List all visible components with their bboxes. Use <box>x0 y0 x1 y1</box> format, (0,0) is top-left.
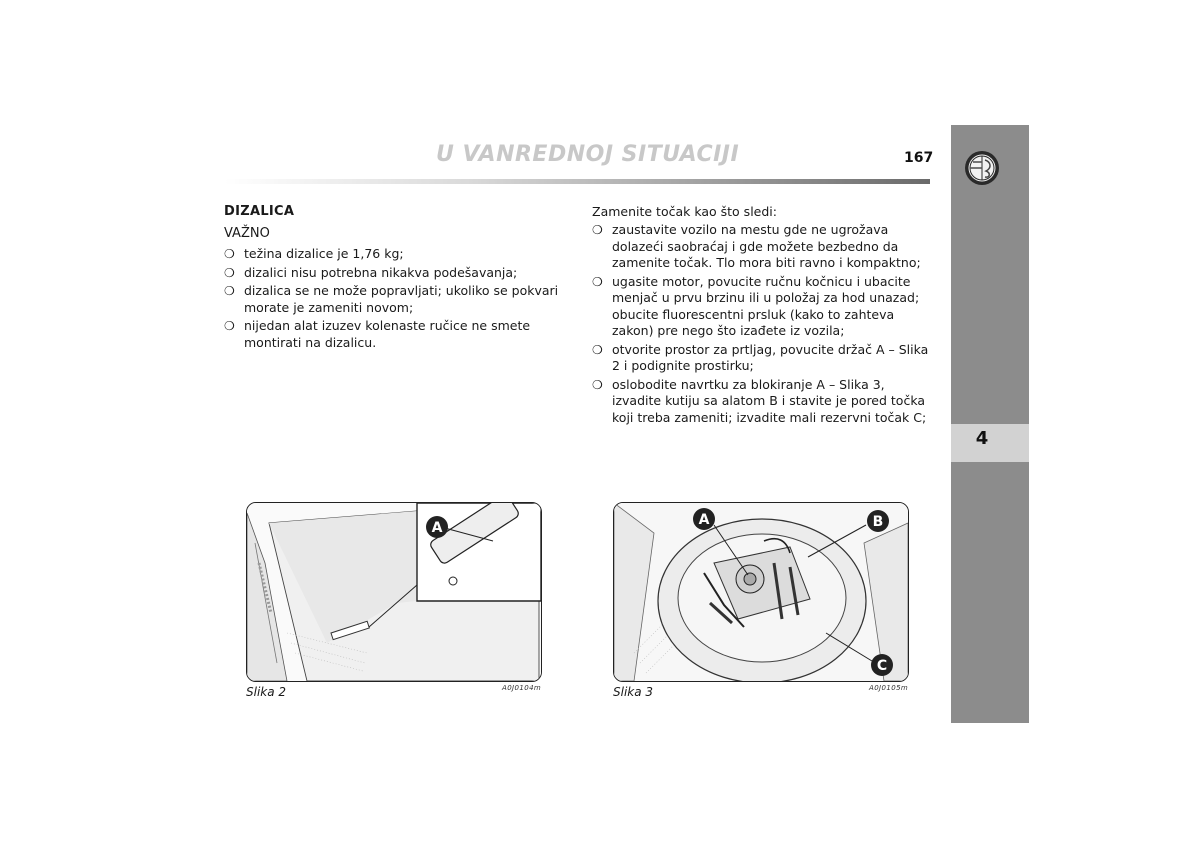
bullet-circle-icon: ❍ <box>224 319 235 333</box>
figure-3-label-c: C <box>876 658 888 674</box>
procedure-bullet-list <box>592 222 932 428</box>
list-item: ❍ dizalica se ne može popravljati; ukoliko se pokvari morate je zameniti novom; <box>224 283 559 315</box>
bullet-circle-icon: ❍ <box>592 377 603 392</box>
important-label: VAŽNO <box>224 226 270 241</box>
list-item: ❍ težina dizalice je 1,76 kg; <box>224 246 404 261</box>
section-title: U VANREDNOJ SITUACIJI <box>436 142 740 167</box>
header-divider <box>224 179 930 184</box>
list-item: ❍ nijedan alat izuzev kolenaste ručice ne smete montirati na dizalicu. <box>224 318 531 350</box>
list-item: ❍ ugasite motor, povucite ručnu kočnicu i ubacite menjač u prvu brzinu ili u položaj za hod unazad; obucite fluorescentni prsluk (kako to zahteva zakon) pre nego što izađete iz vozila; <box>592 273 920 338</box>
list-item: ❍ dizalici nisu potrebna nikakva podešavanja; <box>224 264 518 280</box>
figure-3-label-a: A <box>698 512 710 528</box>
alfa-romeo-logo-icon <box>964 150 1000 186</box>
figure-2-label-a: A <box>431 520 443 536</box>
trunk-mat-illustration <box>247 503 541 681</box>
list-item: ❍ otvorite prostor za prtljag, povucite držač A – Slika 2 i podignite prostirku; <box>592 341 929 373</box>
bullet-circle-icon: ❍ <box>592 274 603 289</box>
procedure-intro: Zamenite točak kao što sledi: <box>592 204 777 219</box>
bullet-circle-icon: ❍ <box>224 247 235 261</box>
bullet-circle-icon: ❍ <box>224 265 235 280</box>
figure-3-code: A0J0105m <box>869 684 909 692</box>
list-item: ❍ zaustavite vozilo na mestu gde ne ugrožava dolazeći saobraćaj i gde možete bezbedno da zamenite točak. Tlo mora biti ravno i kompaktno; <box>592 222 921 270</box>
spare-wheel-illustration <box>614 503 908 681</box>
figure-3-spare-wheel <box>613 502 909 682</box>
list-item: ❍ oslobodite navrtku za blokiranje A – Slika 3, izvadite kutiju sa alatom B i stavite je pored točka koji treba zameniti; izvadite mali rezervni točak C; <box>592 376 927 425</box>
bullet-circle-icon: ❍ <box>224 284 235 298</box>
page-number: 167 <box>904 150 934 166</box>
figure-3-label-b: B <box>872 514 884 530</box>
bullet-circle-icon: ❍ <box>592 223 603 237</box>
figure-2-code: A0J0104m <box>502 684 542 692</box>
jack-heading: DIZALICA <box>224 204 295 219</box>
jack-bullet-list <box>224 246 566 353</box>
figure-3-caption: Slika 3 <box>613 685 654 699</box>
figure-2-trunk-mat <box>246 502 542 682</box>
bullet-circle-icon: ❍ <box>592 342 603 357</box>
chapter-number: 4 <box>975 428 989 449</box>
figure-2-caption: Slika 2 <box>246 685 287 699</box>
